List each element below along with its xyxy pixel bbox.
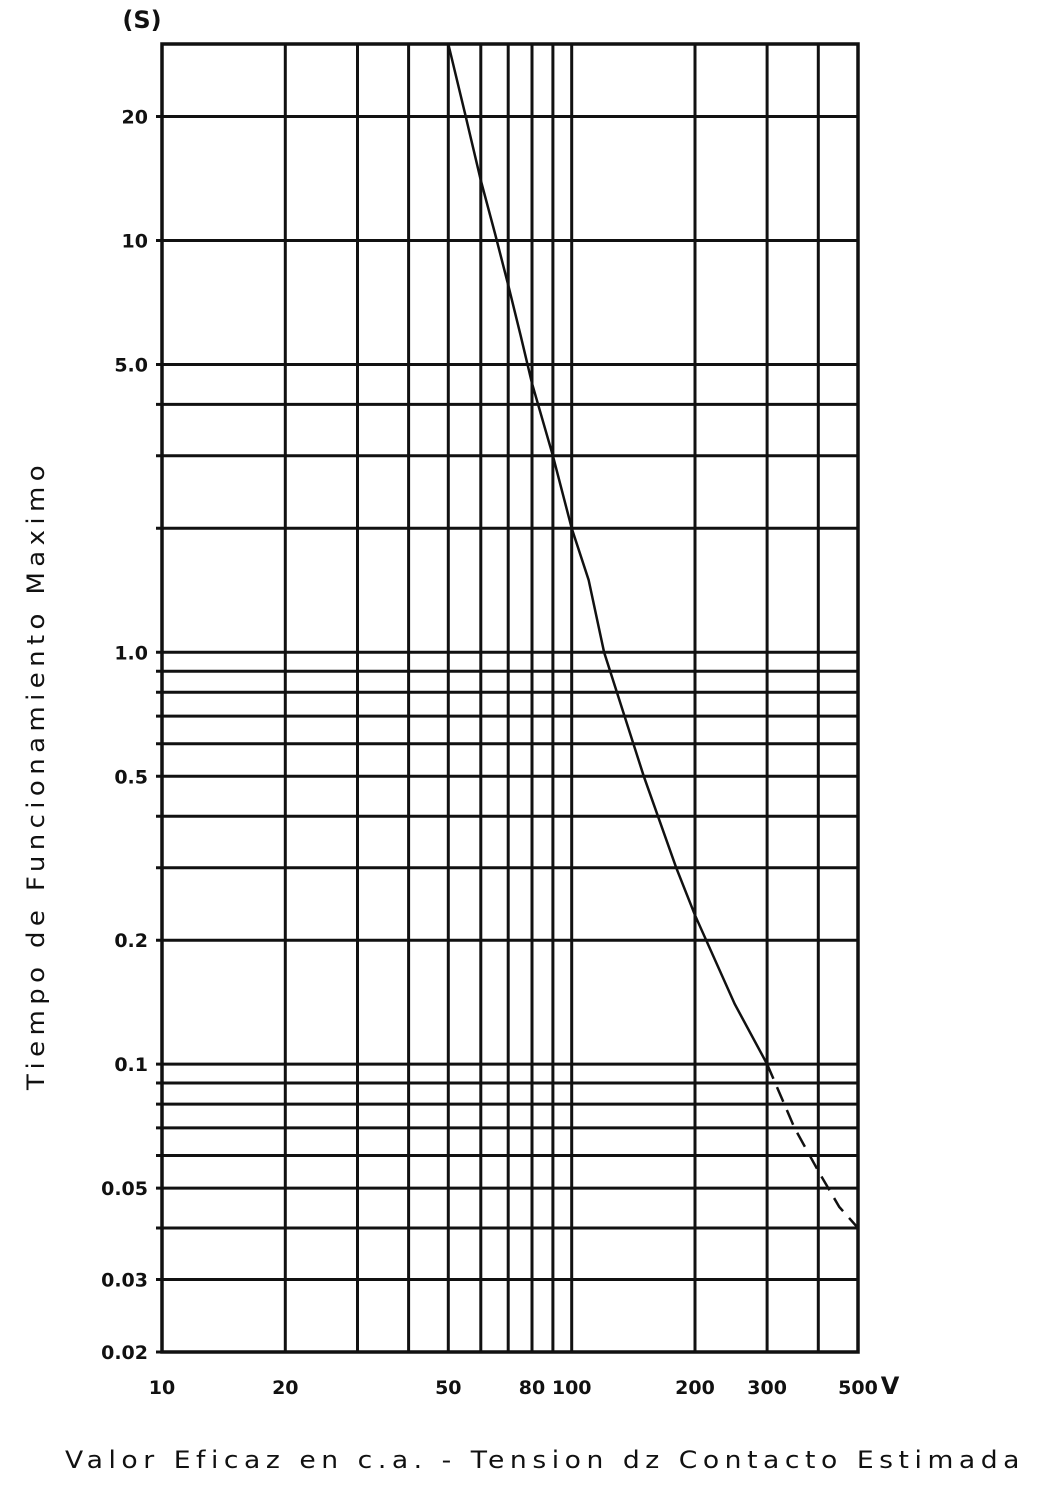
x-axis-unit: V: [880, 1372, 900, 1400]
x-tick-label-80: 80: [518, 1377, 546, 1399]
x-tick-label-20: 20: [272, 1377, 299, 1399]
x-tick-label-10: 10: [148, 1377, 176, 1399]
series-dashed-line: [767, 1064, 858, 1228]
y-tick-label-10: 10: [121, 230, 148, 253]
label-layer: [22, 6, 1025, 1474]
y-tick-label-0_2: 0.2: [114, 930, 148, 953]
x-axis-title: Valor Eficaz en c.a. - Tension dz Contacto Estimada: [65, 1446, 1025, 1474]
y-axis-title: Tiempo de Funcionamiento Maximo: [22, 507, 50, 1090]
series-layer: [448, 44, 858, 1228]
x-tick-label-300: 300: [747, 1377, 787, 1399]
x-tick-label-500: 500: [838, 1377, 878, 1399]
y-tick-label-0_1: 0.1: [114, 1054, 148, 1077]
x-tick-label-50: 50: [435, 1377, 462, 1399]
y-tick-label-5_0: 5.0: [114, 354, 148, 377]
series-solid-line: [448, 44, 767, 1064]
y-axis-unit: (S): [122, 6, 162, 34]
y-tick-label-20: 20: [121, 106, 148, 129]
y-tick-label-0_02: 0.02: [101, 1342, 148, 1364]
y-tick-label-0_5: 0.5: [114, 766, 148, 789]
y-tick-label-0_05: 0.05: [101, 1178, 148, 1201]
y-tick-label-1_0: 1.0: [114, 642, 148, 665]
x-tick-label-200: 200: [675, 1377, 715, 1399]
x-tick-label-100: 100: [551, 1377, 592, 1399]
y-tick-label-0_03: 0.03: [101, 1269, 148, 1292]
grid-layer: [156, 44, 858, 1352]
